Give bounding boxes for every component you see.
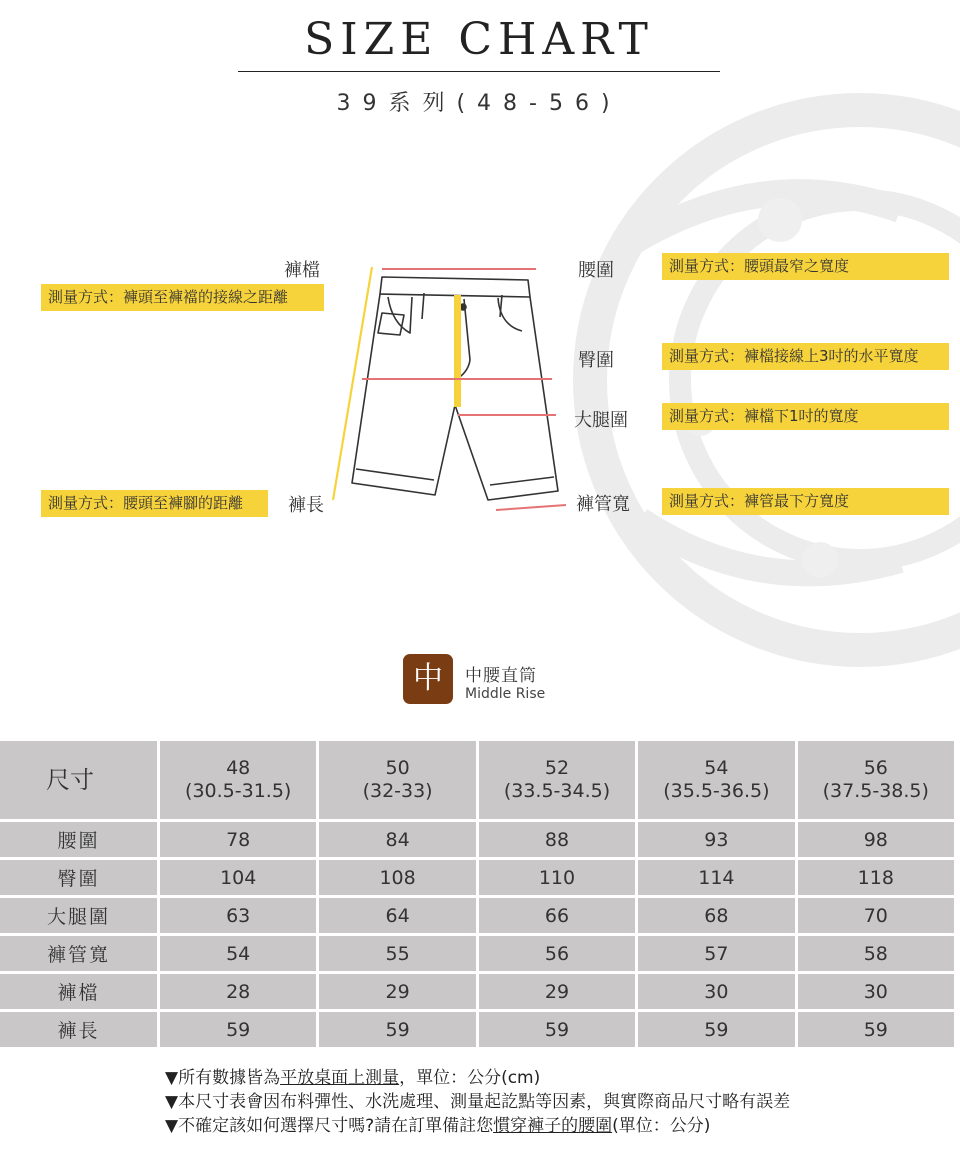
table-cell: 59 [479,1012,635,1047]
table-cell: 68 [638,898,794,933]
row-label: 褲管寬 [0,936,157,971]
table-cell: 59 [798,1012,954,1047]
note-underlined: 慣穿褲子的腰圍 [493,1116,613,1136]
hem-label: 褲管寬 [576,494,630,515]
size-header-label: 尺寸 [0,741,157,819]
table-row [0,936,954,971]
table-cell: 30 [638,974,794,1009]
row-label: 臀圍 [0,860,157,895]
table-cell: 70 [798,898,954,933]
table-cell: 66 [479,898,635,933]
waist-method-box: 測量方式：腰頭最窄之寬度 [662,253,949,280]
hip-method-box: 測量方式：褲檔接線上3吋的水平寬度 [662,343,949,370]
page-title: SIZE CHART [304,14,654,65]
size-header-cell [160,741,316,819]
table-cell: 93 [638,822,794,857]
size-header-cell [798,741,954,819]
size-range: (30.5-31.5) [185,780,292,802]
length-label: 褲長 [288,495,324,516]
table-cell: 55 [319,936,475,971]
table-cell: 108 [319,860,475,895]
table-cell: 29 [319,974,475,1009]
table-cell: 63 [160,898,316,933]
size-number: 54 [704,757,729,779]
size-range: (32-33) [362,780,433,802]
table-row [0,860,954,895]
hip-label: 臀圍 [578,350,614,371]
size-number: 48 [226,757,251,779]
size-table [0,738,957,1050]
note-text: (單位：公分) [612,1116,711,1136]
size-range: (37.5-38.5) [822,780,929,802]
waist-label: 腰圍 [578,260,614,281]
table-row [0,1012,954,1047]
rise-label-en: Middle Rise [465,686,546,702]
table-cell: 29 [479,974,635,1009]
hem-method-box: 測量方式：褲管最下方寬度 [662,488,949,515]
table-cell: 59 [319,1012,475,1047]
size-header-cell [319,741,475,819]
table-cell: 78 [160,822,316,857]
table-cell: 110 [479,860,635,895]
size-header-cell [479,741,635,819]
rise-badge: 中 [403,654,453,704]
row-label: 腰圍 [0,822,157,857]
rise-label-zh: 中腰直筒 [465,666,537,686]
title-divider [238,71,720,72]
row-label: 褲檔 [0,974,157,1009]
size-range: (35.5-36.5) [663,780,770,802]
shorts-diagram [330,255,570,520]
row-label: 大腿圍 [0,898,157,933]
note-underlined: 平放桌面上測量 [280,1068,400,1088]
note-measure [165,1066,790,1090]
table-cell: 64 [319,898,475,933]
crotch-method-box: 測量方式：褲頭至褲襠的接線之距離 [41,284,324,311]
thigh-label: 大腿圍 [574,410,628,431]
table-row [0,898,954,933]
table-cell: 30 [798,974,954,1009]
thigh-method-box: 測量方式：褲檔下1吋的寬度 [662,403,949,430]
size-number: 50 [385,757,410,779]
note-text: ，單位：公分(cm) [399,1068,541,1088]
table-cell: 59 [638,1012,794,1047]
table-cell: 98 [798,822,954,857]
size-header-cell [638,741,794,819]
table-cell: 28 [160,974,316,1009]
note-tolerance: ▼本尺寸表會因布料彈性、水洗處理、測量起訖點等因素，與實際商品尺寸略有誤差 [165,1092,791,1112]
table-cell: 54 [160,936,316,971]
size-notes [165,1066,790,1138]
size-number: 52 [544,757,570,779]
note-advice [165,1114,790,1138]
note-text: ▼所有數據皆為 [165,1068,281,1088]
table-cell: 57 [638,936,794,971]
table-cell: 118 [798,860,954,895]
length-method-box: 測量方式：腰頭至褲腳的距離 [41,490,268,517]
table-row [0,974,954,1009]
note-text: ▼不確定該如何選擇尺寸嗎?請在訂單備註您 [165,1116,494,1136]
series-subtitle: 39系列(48-56) [336,91,622,116]
crotch-label: 褲檔 [284,260,320,281]
row-label: 褲長 [0,1012,157,1047]
table-cell: 84 [319,822,475,857]
table-row [0,822,954,857]
table-cell: 56 [479,936,635,971]
table-cell: 59 [160,1012,316,1047]
table-cell: 58 [798,936,954,971]
size-number: 56 [863,757,888,779]
table-cell: 104 [160,860,316,895]
table-cell: 114 [638,860,794,895]
size-range: (33.5-34.5) [503,780,611,802]
table-header-row [0,741,954,819]
table-cell: 88 [479,822,635,857]
